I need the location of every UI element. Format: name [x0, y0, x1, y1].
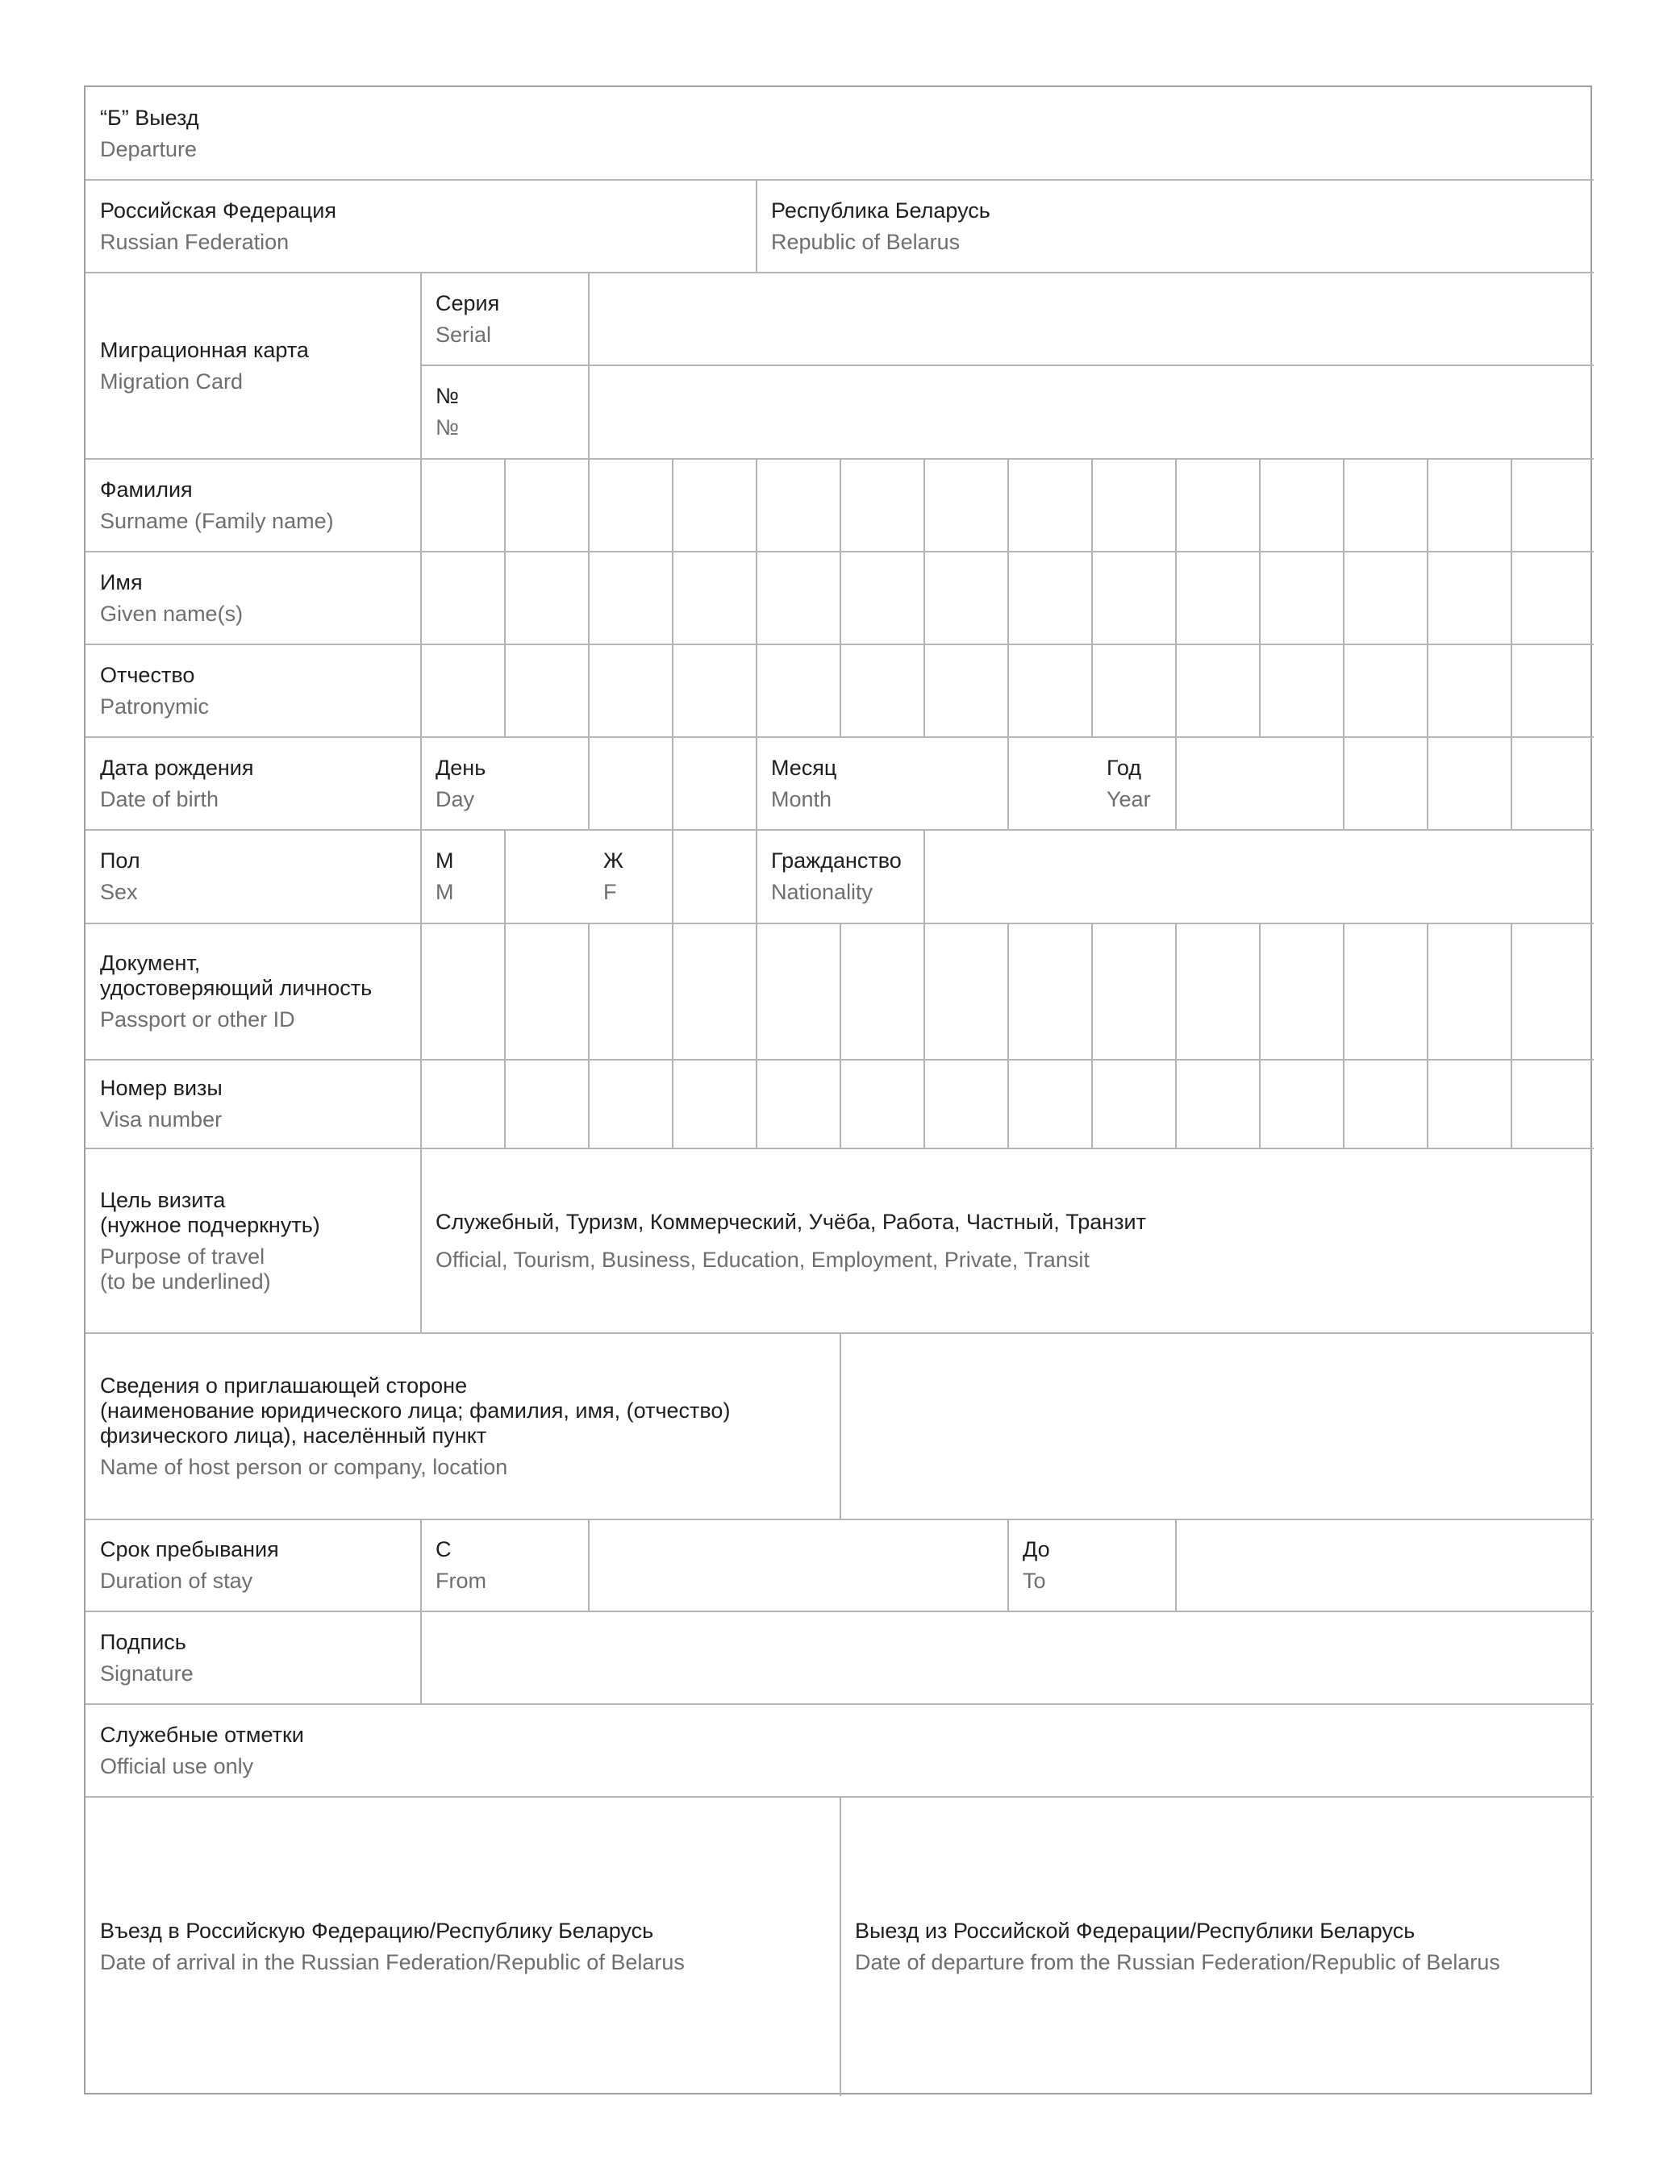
patronymic-box[interactable]: [924, 644, 1008, 737]
patronymic-box[interactable]: [505, 644, 589, 737]
female-label-en: F: [603, 880, 617, 904]
departure-label-en: Departure: [100, 136, 198, 161]
sex-label-en: Sex: [100, 880, 138, 904]
id-document-box[interactable]: [505, 923, 589, 1060]
id-document-box[interactable]: [1092, 923, 1176, 1060]
patronymic-box[interactable]: [1344, 644, 1428, 737]
arrival-date-label-en: Date of arrival in the Russian Federation/Republic of Belarus: [100, 1949, 685, 1974]
month-label: [757, 737, 918, 830]
nationality-label-ru: Гражданство: [771, 848, 902, 873]
number-label: [421, 365, 582, 459]
patronymic-box[interactable]: [1092, 644, 1176, 737]
patronymic-box[interactable]: [589, 644, 673, 737]
surname-box[interactable]: [1344, 459, 1428, 552]
visa-number-box[interactable]: [589, 1060, 673, 1148]
surname-box[interactable]: [589, 459, 673, 552]
surname-box[interactable]: [1176, 459, 1260, 552]
official-use-label: [85, 1704, 811, 1797]
female-label-ru: Ж: [603, 848, 623, 873]
serial-label-ru: Серия: [436, 290, 500, 315]
patronymic-box[interactable]: [1176, 644, 1260, 737]
stay-label-ru: Срок пребывания: [100, 1537, 279, 1561]
given-names-box[interactable]: [1511, 552, 1594, 644]
visa-number-label-ru: Номер визы: [100, 1076, 223, 1100]
id-document-box[interactable]: [1176, 923, 1260, 1060]
year-box[interactable]: [1511, 737, 1594, 830]
id-document-box[interactable]: [757, 923, 840, 1060]
host-field[interactable]: [840, 1333, 1594, 1519]
official-use-label-ru: Служебные отметки: [100, 1722, 304, 1747]
given-names-box[interactable]: [1260, 552, 1344, 644]
arrival-date-label: [85, 1797, 836, 2096]
surname-box[interactable]: [673, 459, 757, 552]
visa-number-box[interactable]: [1176, 1060, 1260, 1148]
country-belarus-label: [757, 180, 1482, 273]
id-document-label: [85, 923, 408, 1060]
serial-field[interactable]: [589, 273, 1594, 365]
serial-label: [421, 273, 582, 365]
migration-card-departure-form: [84, 85, 1592, 2094]
id-document-label-ru: Документ, удостоверяющий личность: [100, 951, 373, 1000]
sex-label-ru: Пол: [100, 848, 140, 873]
surname-box[interactable]: [757, 459, 840, 552]
visa-number-box[interactable]: [924, 1060, 1008, 1148]
purpose-label: [85, 1148, 408, 1333]
patronymic-box[interactable]: [1260, 644, 1344, 737]
year-box[interactable]: [1344, 737, 1428, 830]
departure-date-label-en: Date of departure from the Russian Federation/Republic of Belarus: [855, 1949, 1500, 1974]
departure-label-ru: “Б” Выезд: [100, 105, 199, 130]
patronymic-box[interactable]: [757, 644, 840, 737]
visa-number-box[interactable]: [505, 1060, 589, 1148]
month-label-en: Month: [771, 786, 832, 811]
visa-number-box[interactable]: [421, 1060, 505, 1148]
female-checkbox[interactable]: [673, 830, 757, 923]
id-document-box[interactable]: [1008, 923, 1092, 1060]
day-label-en: Day: [436, 786, 475, 811]
patronymic-box[interactable]: [1008, 644, 1092, 737]
id-document-box[interactable]: [589, 923, 673, 1060]
surname-box[interactable]: [421, 459, 505, 552]
visa-number-box[interactable]: [1260, 1060, 1344, 1148]
visa-number-box[interactable]: [1008, 1060, 1092, 1148]
male-label-ru: М: [436, 848, 454, 873]
migration-card-label-ru: Миграционная карта: [100, 337, 309, 362]
month-box[interactable]: [924, 737, 1008, 830]
id-document-box[interactable]: [924, 923, 1008, 1060]
given-names-label-en: Given name(s): [100, 601, 244, 626]
year-label: [1092, 737, 1253, 830]
patronymic-box[interactable]: [421, 644, 505, 737]
from-label-en: From: [436, 1569, 486, 1593]
male-label: [421, 830, 502, 923]
signature-label-en: Signature: [100, 1661, 194, 1686]
serial-label-en: Serial: [436, 322, 492, 347]
given-names-box[interactable]: [1344, 552, 1428, 644]
purpose-label-en: Purpose of travel (to be underlined): [100, 1244, 271, 1294]
visa-number-box[interactable]: [840, 1060, 924, 1148]
id-document-box[interactable]: [1511, 923, 1594, 1060]
country-belarus-label-ru: Республика Беларусь: [771, 198, 990, 223]
surname-box[interactable]: [505, 459, 589, 552]
given-names-box[interactable]: [1008, 552, 1092, 644]
purpose-options: [421, 1148, 1590, 1333]
stay-label-en: Duration of stay: [100, 1569, 253, 1593]
from-label-ru: С: [436, 1537, 452, 1561]
from-label: [421, 1519, 582, 1611]
birth-date-label-ru: Дата рождения: [100, 755, 254, 780]
to-label-ru: До: [1023, 1537, 1050, 1561]
year-label-en: Year: [1107, 786, 1151, 811]
to-label-en: To: [1023, 1569, 1046, 1593]
country-russia-label: [85, 180, 731, 273]
id-document-label-en: Passport or other ID: [100, 1007, 295, 1032]
official-use-label-en: Official use only: [100, 1753, 254, 1778]
given-names-label: [85, 552, 408, 644]
number-label-ru: №: [436, 384, 459, 408]
male-label-en: M: [436, 880, 454, 904]
patronymic-label-ru: Отчество: [100, 662, 195, 687]
surname-box[interactable]: [1008, 459, 1092, 552]
host-label-ru: Сведения о приглашающей стороне (наименование юридического лица; фамилия, имя, (отчество) физического лица), населённый пункт: [100, 1373, 731, 1448]
patronymic-box[interactable]: [840, 644, 924, 737]
id-document-box[interactable]: [1344, 923, 1428, 1060]
departure-label: [85, 87, 811, 180]
visa-number-box[interactable]: [1344, 1060, 1428, 1148]
visa-number-label-en: Visa number: [100, 1107, 223, 1132]
arrival-date-label-ru: Въезд в Российскую Федерацию/Республику Беларусь: [100, 1918, 654, 1943]
number-label-en: №: [436, 415, 459, 440]
purpose-options-en: Official, Tourism, Business, Education, Employment, Private, Transit: [436, 1247, 1090, 1272]
given-names-box[interactable]: [421, 552, 505, 644]
month-label-ru: Месяц: [771, 755, 837, 780]
year-box[interactable]: [1428, 737, 1511, 830]
signature-label-ru: Подпись: [100, 1629, 186, 1654]
sex-box-divider: [923, 830, 925, 923]
surname-label-en: Surname (Family name): [100, 508, 334, 533]
visa-number-box[interactable]: [757, 1060, 840, 1148]
surname-box[interactable]: [1260, 459, 1344, 552]
visa-number-label: [85, 1060, 408, 1148]
surname-box[interactable]: [924, 459, 1008, 552]
patronymic-box[interactable]: [673, 644, 757, 737]
female-label: [589, 830, 669, 923]
given-names-box[interactable]: [505, 552, 589, 644]
id-document-box[interactable]: [840, 923, 924, 1060]
surname-box[interactable]: [840, 459, 924, 552]
visa-number-box[interactable]: [673, 1060, 757, 1148]
visa-number-box[interactable]: [1092, 1060, 1176, 1148]
patronymic-label: [85, 644, 408, 737]
signature-label: [85, 1611, 408, 1704]
surname-box[interactable]: [1092, 459, 1176, 552]
given-names-box[interactable]: [924, 552, 1008, 644]
given-names-box[interactable]: [1176, 552, 1260, 644]
country-belarus-label-en: Republic of Belarus: [771, 229, 961, 254]
migration-card-label-en: Migration Card: [100, 369, 244, 394]
nationality-field[interactable]: [1008, 830, 1594, 923]
given-names-box[interactable]: [673, 552, 757, 644]
given-names-box[interactable]: [757, 552, 840, 644]
given-names-label-ru: Имя: [100, 569, 143, 594]
from-date-field[interactable]: [589, 1519, 1008, 1611]
to-date-field[interactable]: [1176, 1519, 1594, 1611]
patronymic-box[interactable]: [1511, 644, 1594, 737]
departure-date-label-ru: Выезд из Российской Федерации/Республики Беларусь: [855, 1918, 1415, 1943]
surname-label: [85, 459, 408, 552]
sex-label: [85, 830, 408, 923]
id-document-box[interactable]: [673, 923, 757, 1060]
year-label-ru: Год: [1107, 755, 1141, 780]
day-box[interactable]: [673, 737, 757, 830]
day-label-ru: День: [436, 755, 486, 780]
to-label: [1008, 1519, 1169, 1611]
visa-number-box[interactable]: [1428, 1060, 1511, 1148]
month-box[interactable]: [1008, 737, 1092, 830]
host-label: [85, 1333, 836, 1519]
host-label-en: Name of host person or company, location: [100, 1454, 508, 1479]
purpose-options-ru: Служебный, Туризм, Коммерческий, Учёба, Работа, Частный, Транзит: [436, 1209, 1147, 1234]
day-box[interactable]: [589, 737, 673, 830]
given-names-box[interactable]: [840, 552, 924, 644]
nationality-label: [757, 830, 918, 923]
visa-number-box[interactable]: [1511, 1060, 1594, 1148]
signature-field[interactable]: [421, 1611, 1594, 1704]
given-names-box[interactable]: [1428, 552, 1511, 644]
stay-label: [85, 1519, 408, 1611]
year-box[interactable]: [1260, 737, 1344, 830]
purpose-label-ru: Цель визита (нужное подчеркнуть): [100, 1187, 320, 1237]
migration-card-label: [85, 273, 408, 459]
country-russia-label-en: Russian Federation: [100, 229, 290, 254]
surname-box[interactable]: [1428, 459, 1511, 552]
day-label: [421, 737, 582, 830]
id-document-box[interactable]: [1260, 923, 1344, 1060]
id-document-box[interactable]: [1428, 923, 1511, 1060]
nationality-label-en: Nationality: [771, 880, 873, 904]
patronymic-box[interactable]: [1428, 644, 1511, 737]
male-checkbox[interactable]: [505, 830, 589, 923]
given-names-box[interactable]: [589, 552, 673, 644]
surname-box[interactable]: [1511, 459, 1594, 552]
surname-label-ru: Фамилия: [100, 477, 193, 502]
patronymic-label-en: Patronymic: [100, 694, 210, 719]
country-russia-label-ru: Российская Федерация: [100, 198, 336, 223]
number-field[interactable]: [589, 365, 1594, 459]
id-document-box[interactable]: [421, 923, 505, 1060]
departure-date-label: [840, 1797, 1590, 2096]
birth-date-label: [85, 737, 408, 830]
birth-date-label-en: Date of birth: [100, 786, 219, 811]
given-names-box[interactable]: [1092, 552, 1176, 644]
